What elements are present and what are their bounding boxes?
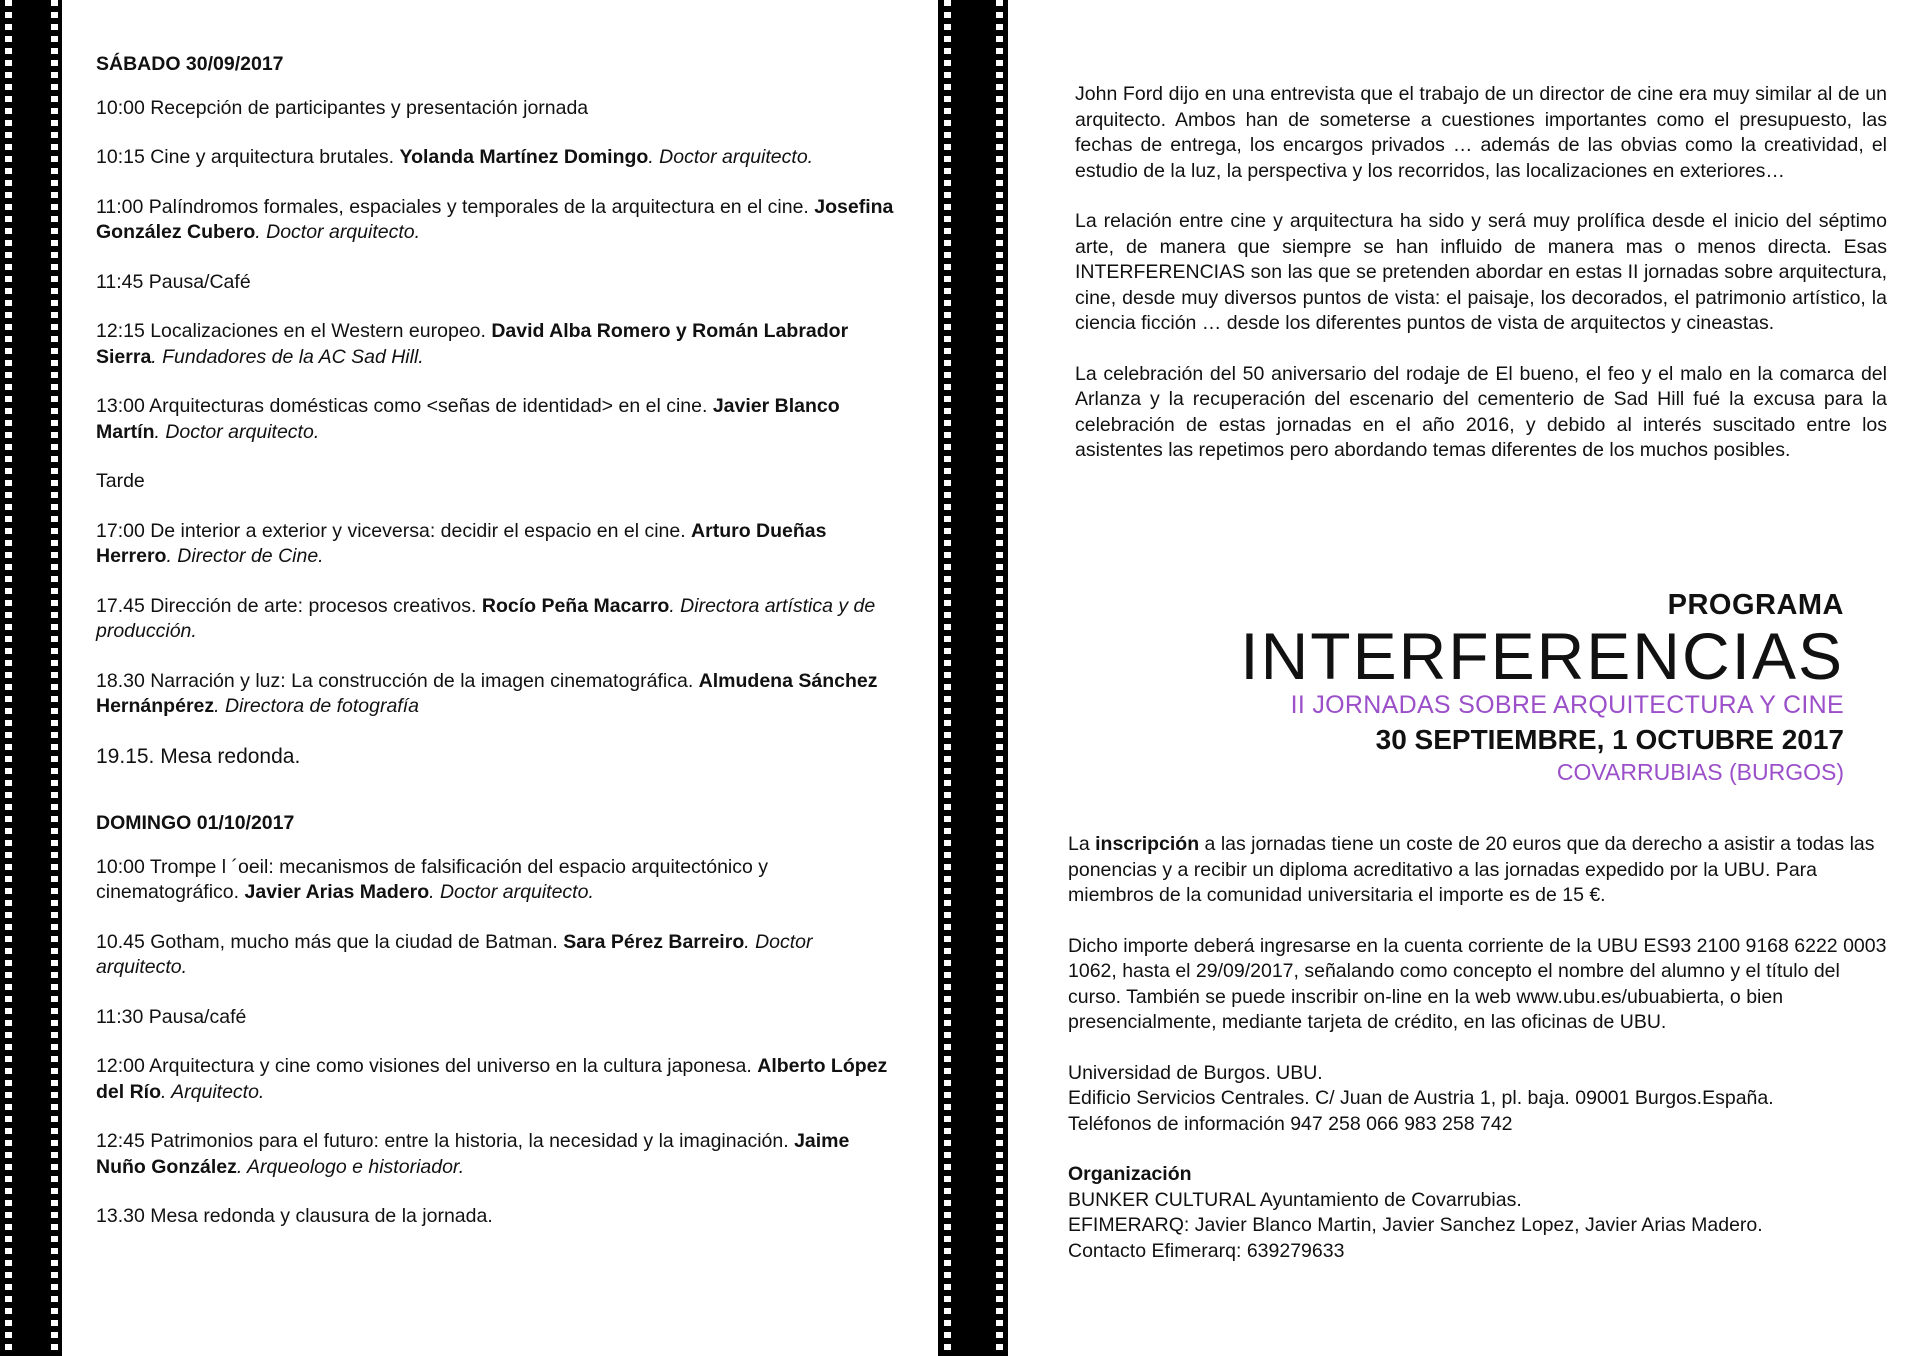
schedule-entry <box>96 96 896 122</box>
entry-speaker: Javier Blanco Martín <box>96 395 840 443</box>
entry-speaker: Sara Pérez Barreiro <box>563 930 745 953</box>
entry-text: 12:15 Localizaciones en el Western europeo. <box>96 320 492 342</box>
organizer-1: BUNKER CULTURAL Ayuntamiento de Covarrubias. <box>1068 1188 1522 1211</box>
organization-title: Organización <box>1068 1163 1192 1185</box>
schedule-entry <box>96 855 896 906</box>
entry-role: . Doctor arquitecto. <box>429 881 594 903</box>
address-block <box>1068 1061 1890 1138</box>
film-perforations <box>51 0 58 1356</box>
entry-role: . Arqueologo e historiador. <box>236 1155 465 1178</box>
entry-list <box>96 855 896 1230</box>
entry-text: 17.45 Dirección de arte: procesos creativos. <box>96 594 482 617</box>
programa-label: PROGRAMA <box>1667 589 1844 621</box>
day-saturday <box>96 52 896 769</box>
entry-role: . Fundadores de la AC Sad Hill. <box>151 345 424 368</box>
film-strip-left <box>0 0 62 1356</box>
schedule-entry <box>96 1054 896 1105</box>
entry-text: 13.30 Mesa redonda y clausura de la jornada. <box>96 1205 493 1227</box>
entry-role: . Arquitecto. <box>161 1080 265 1103</box>
organization-block <box>1068 1162 1890 1264</box>
entry-list <box>96 96 896 770</box>
schedule-entry <box>96 594 896 645</box>
schedule-entry <box>96 669 896 720</box>
schedule-entry <box>96 319 896 370</box>
film-perforations <box>5 0 12 1356</box>
organizer-2: EFIMERARQ: Javier Blanco Martin, Javier Sanchez Lopez, Javier Arias Madero. <box>1068 1214 1763 1236</box>
schedule-entry <box>96 195 896 246</box>
phone-numbers: Teléfonos de información 947 258 066 983 258 742 <box>1068 1112 1513 1135</box>
day-title: DOMINGO 01/10/2017 <box>96 812 295 834</box>
entry-text: 11:00 Palíndromos formales, espaciales y temporales de la arquitectura en el cine. <box>96 195 815 218</box>
inscription-text: a las jornadas tiene un coste de 20 euros que da derecho a asistir a todas las ponencias y a recibir un diploma acreditativo a las jornadas expedido por la UBU. Para miembros de la comunidad universitaria el importe es de 15 €. <box>1068 833 1875 906</box>
intro-paragraph: John Ford dijo en una entrevista que el trabajo de un director de cine era muy similar al de un arquitecto. Ambos han de someterse a cuestiones importantes como el presupuesto, las fechas de entrega, los encargos privados … además de las obvias como la creatividad, el estudio de la luz, la perspectiva y los recorridos, las localizaciones en exteriores… <box>1075 83 1887 182</box>
schedule-entry <box>96 469 896 495</box>
schedule-entry <box>96 270 896 296</box>
entry-speaker: Arturo Dueñas Herrero <box>96 519 827 567</box>
inscription-pre: La <box>1068 833 1096 855</box>
entry-role: . Director de Cine. <box>166 545 324 567</box>
entry-text: 10:00 Trompe l ´oeil: mecanismos de falsificación del espacio arquitectónico y cinematográfico. <box>96 855 769 903</box>
intro-text <box>1075 82 1887 489</box>
schedule <box>96 52 896 1254</box>
entry-text: 19.15. Mesa redonda. <box>96 744 301 768</box>
entry-text: 11:45 Pausa/Café <box>96 270 251 293</box>
schedule-entry <box>96 744 896 770</box>
entry-text: 12:00 Arquitectura y cine como visiones del universo en la cultura japonesa. <box>96 1055 758 1077</box>
film-perforations <box>944 0 951 1356</box>
entry-text: 10.45 Gotham, mucho más que la ciudad de Batman. <box>96 930 564 953</box>
intro-paragraph: La celebración del 50 aniversario del rodaje de El bueno, el feo y el malo en la comarca del Arlanza y la recuperación del escenario del cementerio de Sad Hill fué la excusa para la celebración de estas jornadas en el año 2016, y debido al interés suscitado entre los asistentes las repetimos pero abordando temas diferentes de los muchos posibles. <box>1075 362 1887 461</box>
entry-speaker: Javier Arias Madero <box>244 881 430 903</box>
entry-role: . Doctor arquitecto. <box>96 930 813 978</box>
film-perforations <box>996 0 1003 1356</box>
entry-text: 11:30 Pausa/café <box>96 1005 247 1028</box>
entry-speaker: Jaime Nuño González <box>96 1130 850 1178</box>
film-strip-center <box>938 0 1008 1356</box>
inscription-paragraph <box>1068 832 1890 909</box>
intro-paragraph: La relación entre cine y arquitectura ha sido y será muy prolífica desde el inicio del séptimo arte, de manera que siempre se han influido de manera mas o menos directa. Esas INTERFERENCIAS son las que se pretenden abordar en estas II jornadas sobre arquitectura, cine, desde muy diversos puntos de vista: el paisaje, los decorados, el patrimonio artístico, la ciencia ficción … desde los diferentes puntos de vista de arquitectos y cineastas. <box>1075 210 1887 334</box>
entry-speaker: Almudena Sánchez Hernánpérez <box>96 669 878 717</box>
schedule-entry <box>96 930 896 981</box>
entry-role: . Doctor arquitecto. <box>255 221 421 243</box>
schedule-entry <box>96 1204 896 1230</box>
event-dates: 30 SEPTIEMBRE, 1 OCTUBRE 2017 <box>1375 724 1844 755</box>
day-title: SÁBADO 30/09/2017 <box>96 53 284 75</box>
entry-role: . Directora de fotografía <box>214 695 419 717</box>
entry-role: . Doctor arquitecto. <box>648 146 814 168</box>
programa-block <box>1240 588 1844 786</box>
schedule-entry <box>96 519 896 570</box>
schedule-entry <box>96 145 896 171</box>
payment-paragraph: Dicho importe deberá ingresarse en la cuenta corriente de la UBU ES93 2100 9168 6222 0003 1062, hasta el 29/09/2017, señalando como concepto el nombre del alumno y el título del curso. También se puede inscribir on-line en la web www.ubu.es/ubuabierta, o bien presencialmente, mediante tarjeta de crédito, en las oficinas de UBU. <box>1068 934 1887 1033</box>
entry-text: 13:00 Arquitecturas domésticas como <señas de identidad> en el cine. <box>96 395 713 417</box>
entry-text: 10:00 Recepción de participantes y presentación jornada <box>96 96 589 119</box>
registration-info <box>1068 832 1890 1289</box>
entry-text: 17:00 De interior a exterior y viceversa: decidir el espacio en el cine. <box>96 519 692 542</box>
entry-text: 10:15 Cine y arquitectura brutales. <box>96 146 400 168</box>
entry-role: . Doctor arquitecto. <box>154 420 320 443</box>
schedule-entry <box>96 394 896 445</box>
university-name: Universidad de Burgos. UBU. <box>1068 1061 1323 1084</box>
schedule-entry <box>96 1129 896 1180</box>
entry-speaker: Rocío Peña Macarro <box>481 594 670 617</box>
inscription-keyword: inscripción <box>1095 833 1200 855</box>
entry-text: 12:45 Patrimonios para el futuro: entre la historia, la necesidad y la imaginación. <box>96 1130 795 1152</box>
schedule-entry <box>96 1005 896 1031</box>
day-sunday <box>96 811 896 1230</box>
event-place: COVARRUBIAS (BURGOS) <box>1556 759 1844 785</box>
entry-speaker: Yolanda Martínez Domingo <box>399 146 649 168</box>
building-address: Edificio Servicios Centrales. C/ Juan de Austria 1, pl. baja. 09001 Burgos.España. <box>1068 1087 1774 1109</box>
event-subtitle: II JORNADAS SOBRE ARQUITECTURA Y CINE <box>1290 691 1844 719</box>
entry-text: Tarde <box>96 470 145 492</box>
contact-phone: Contacto Efimerarq: 639279633 <box>1068 1239 1345 1262</box>
entry-speaker: David Alba Romero y Román Labrador Sierra <box>96 320 849 368</box>
entry-text: 18.30 Narración y luz: La construcción de la imagen cinematográfica. <box>96 669 699 692</box>
entry-speaker: Alberto López del Río <box>96 1055 888 1103</box>
entry-role: . Directora artística y de producción. <box>96 594 876 642</box>
entry-speaker: Josefina González Cubero <box>96 195 894 243</box>
event-title: INTERFERENCIAS <box>1240 619 1844 693</box>
